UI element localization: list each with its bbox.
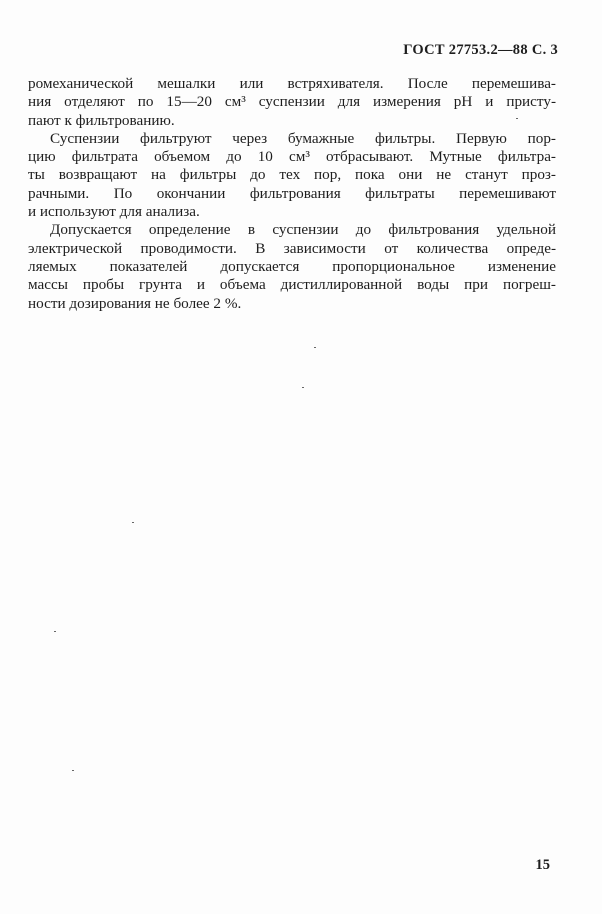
text-line: и используют для анализа.	[28, 203, 200, 221]
scan-speck	[302, 387, 304, 388]
scan-speck	[54, 631, 56, 632]
text-line: электрической проводимости. В зависимости от количества опреде-	[28, 239, 556, 257]
paragraph-2	[28, 130, 556, 221]
scan-speck	[132, 522, 134, 523]
text-line: ния отделяют по 15—20 см³ суспензии для измерения pH и присту-	[28, 93, 556, 111]
text-line: Суспензии фильтруют через бумажные фильтры. Первую пор-	[50, 129, 556, 147]
text-line: массы пробы грунта и объема дистиллированной воды при погреш-	[28, 276, 556, 294]
text-line: рачными. По окончании фильтрования фильтраты перемешивают	[28, 184, 556, 202]
text-line: ности дозирования не более 2 %.	[28, 294, 242, 312]
scan-speck	[516, 118, 518, 119]
scan-speck	[72, 770, 74, 771]
text-line: ляемых показателей допускается пропорциональное изменение	[28, 257, 556, 275]
body-text	[28, 75, 556, 313]
text-line: ромеханической мешалки или встряхивателя. После перемешива-	[28, 75, 556, 92]
text-line: Допускается определение в суспензии до фильтрования удельной	[50, 221, 556, 239]
scan-speck	[314, 347, 316, 348]
paragraph-1	[28, 75, 556, 130]
text-line: цию фильтрата объемом до 10 см³ отбрасывают. Мутные фильтра-	[28, 148, 556, 166]
paragraph-3	[28, 221, 556, 312]
text-line: ты возвращают на фильтры до тех пор, пока они не станут проз-	[28, 166, 556, 184]
page-header: ГОСТ 27753.2—88 С. 3	[403, 42, 558, 58]
text-line: пают к фильтрованию.	[28, 111, 175, 129]
page-number: 15	[535, 857, 550, 873]
